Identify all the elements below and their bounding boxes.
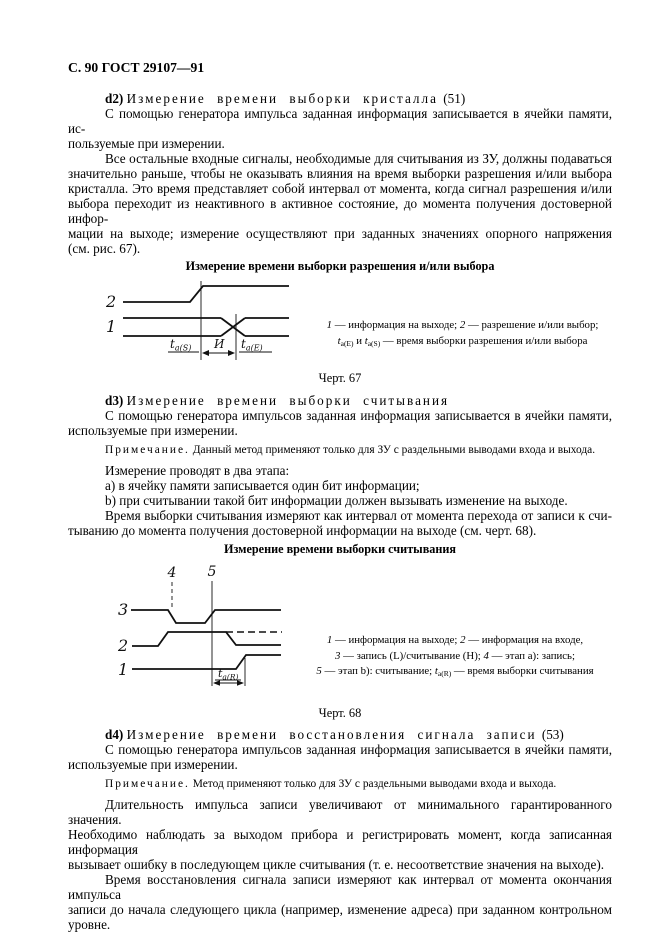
fig67-caption-line: $t_{a(E)}$ и $t_{a(S)}$ — время выборки разрешения и/или выбора [337,334,588,348]
signal-1-label: 1 [106,317,117,336]
fig68-caption-line: 1 — информация на выходе; 2 — информация на входе, [326,634,584,646]
paragraph-line: выбора переходит из неактивного в активное состояние, до момента получения достоверной инфор- [68,196,612,226]
paragraph-line: вызывает ошибку в последующем цикле считывания (т. е. несоответствие значения на выходе). [68,857,605,872]
section-d3-prefix: d3) [105,393,124,408]
section-d2-title: Измерение времени выборки кристалла [126,91,438,106]
paragraph-line: используемые при измерении. [68,423,238,438]
paragraph-line: С помощью генератора импульсов заданная информация записывается в ячейки памяти, [105,408,612,423]
arrowhead-left [202,350,209,356]
fig68-block [68,563,612,698]
fig67-caption-line: 1 — информация на выходе; 2 — разрешение и/или выбор; [326,319,599,331]
signal-3-waveform [131,610,281,623]
signal-2-label: 2 [106,292,117,311]
paragraph-line: С помощью генератора импульса заданная информация записывается в ячейки памяти, ис- [68,106,612,136]
paragraph-line: кристалла. Это время представляет собой интервал от момента, когда сигнал разрешения и/или [68,181,612,196]
note-label: Примечание. [105,444,190,456]
section-d4-heading [68,727,612,742]
fig67-number: Черт. 67 [318,371,362,385]
paragraph-line: используемые при измерении. [68,757,238,772]
paragraph-line: записи до начала следующего цикла (например, изменение адреса) при заданном контрольном [68,902,612,917]
fig67-title: Измерение времени выборки разрешения и/или выбора [185,259,495,273]
paragraph-line: Время восстановления сигнала записи измеряют как интервал от момента окончания импульса [68,872,612,902]
note-label: Примечание. [105,778,190,790]
fig67-caption [313,318,612,351]
paragraph-line: Все остальные входные сигналы, необходимые для считывания из ЗУ, должны подаваться [105,151,612,166]
section-d3-title: Измерение времени выборки считывания [126,393,450,408]
arrowhead-right [228,350,235,356]
time-ta-e-label: $t_{a(E)}$ [241,337,263,353]
fig68-caption [298,633,612,682]
paragraph-line: уровне. [68,917,111,932]
step-b-line: b) при считывании такой бит информации должен вызывать изменение на выходе. [105,493,568,508]
signal-3-label: 3 [118,600,129,619]
note-1 [68,443,612,457]
fig68-number: Черт. 68 [318,706,362,720]
time-ta-s-label: $t_{a(S)}$ [170,337,192,353]
interval-label: И [214,337,225,351]
section-d2-heading [68,91,612,106]
section-d2-number: (51) [443,91,466,106]
marker-5-label: 5 [207,564,217,580]
note-2 [68,777,612,791]
section-d4-prefix: d4) [105,727,124,742]
paragraph-line: тыванию до момента получения достоверной информации на выходе (см. черт. 68). [68,523,537,538]
steps-intro-line: Измерение проводят в два этапа: [105,463,290,478]
step-a-line: a) в ячейку памяти записывается один бит информации; [105,478,420,493]
paragraph-line: значительно раньше, чтобы не оказывать влияния на время выборки разрешения и/или выбора [68,166,612,181]
fig67-timing-diagram [98,276,313,368]
paragraph-line: (см. рис. 67). [68,241,141,256]
marker-4-label: 4 [167,565,177,581]
fig68-caption-line: 3 — запись (L)/считывание (H); 4 — этап a): запись; [334,649,575,662]
paragraph-line: Время выборки считывания измеряют как интервал от момента перехода от записи к счи- [105,508,612,523]
fig68-timing-diagram [98,563,298,698]
note-text: Данный метод применяют только для ЗУ с раздельными выводами входа и выхода. [189,444,596,456]
paragraph-line: С помощью генератора импульсов заданная информация записывается в ячейки памяти, [105,742,612,757]
section-d2-prefix: d2) [105,91,124,106]
note-text: Метод применяют только для ЗУ с раздельными выводами входа и выхода. [189,778,557,790]
paragraph-line: Необходимо наблюдать за выходом прибора и регистрировать момент, когда записанная информация [68,827,612,857]
signal-1-waveform [132,655,281,669]
page-header: С. 90 ГОСТ 29107—91 [68,60,205,75]
signal-1-label: 1 [118,660,129,679]
section-d3-heading [68,393,612,408]
section-d4-title: Измерение времени восстановления сигнала записи [126,727,537,742]
paragraph-line: пользуемые при измерении. [68,136,225,151]
arrowhead-left [213,680,220,685]
fig67-block [68,276,612,368]
paragraph-line: мации на выходе; измерение осуществляют при заданных значениях опорного напряжения [68,226,612,241]
fig68-caption-line: 5 — этап b): считывание; $t_{a(R)}$ — время выборки считывания [316,665,594,678]
paragraph-line: Длительность импульса записи увеличивают от минимального гарантированного значения. [68,797,612,827]
section-d4-number: (53) [541,727,564,742]
signal-2-label: 2 [118,636,129,655]
fig68-title: Измерение времени выборки считывания [223,542,457,556]
signal-2-waveform [123,286,289,302]
time-ta-r-label: $t_{a(R)}$ [218,667,239,682]
signal-2-waveform [132,632,281,646]
